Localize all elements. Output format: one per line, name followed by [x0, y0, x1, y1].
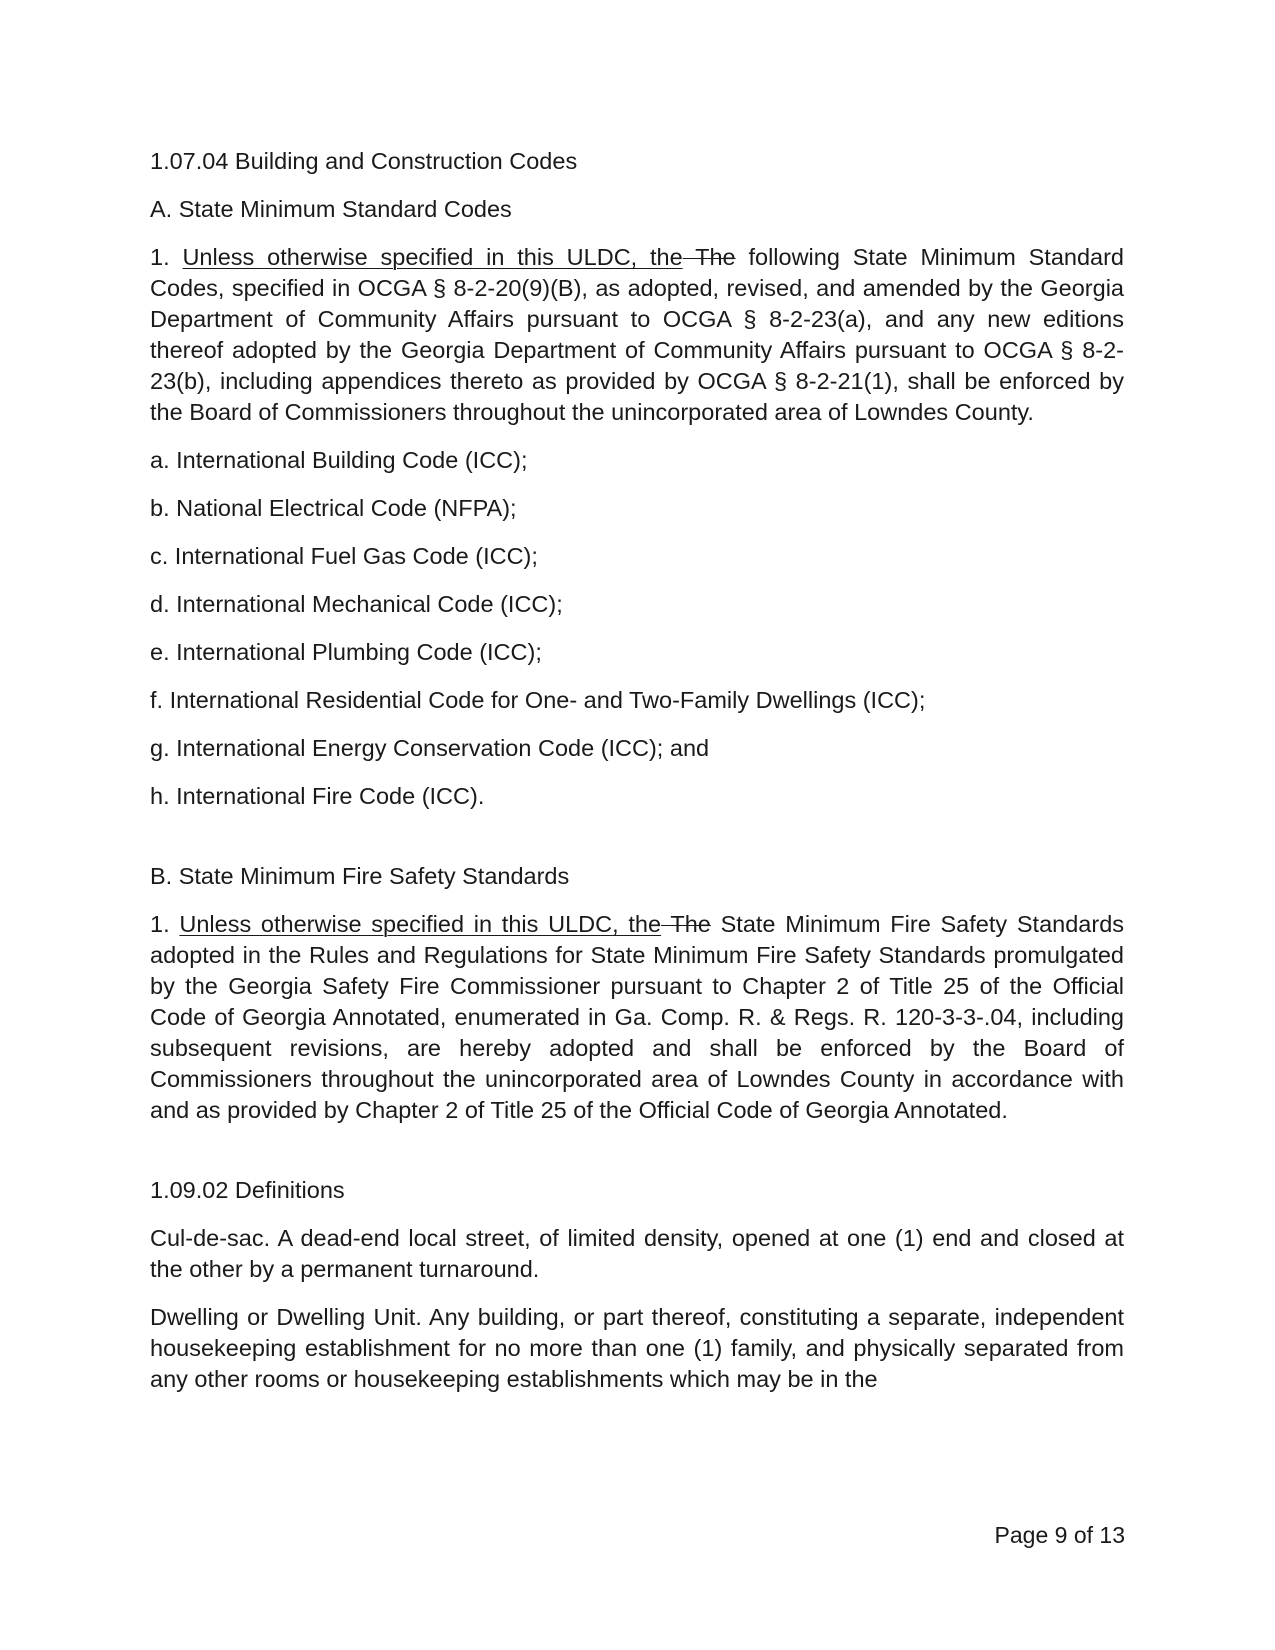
subheading-state-minimum-standard-codes: A. State Minimum Standard Codes: [150, 196, 512, 222]
section-heading-definitions: 1.09.02 Definitions: [150, 1177, 345, 1203]
deleted-text: The: [661, 911, 711, 937]
inserted-text: Unless otherwise specified in this ULDC, the: [179, 911, 662, 937]
page-number: Page 9 of 13: [994, 1522, 1125, 1548]
list-item-electrical-code: b. National Electrical Code (NFPA);: [150, 495, 517, 521]
list-item-plumbing-code: e. International Plumbing Code (ICC);: [150, 639, 542, 665]
list-item-residential-code: f. International Residential Code for One- and Two-Family Dwellings (ICC);: [150, 687, 926, 713]
definition-dwelling: Dwelling or Dwelling Unit. Any building, or part thereof, constituting a separate, independent housekeeping establishment for no more than one (1) family, and physically separated from any other rooms or housekeeping establishments which may be in the: [150, 1304, 1124, 1392]
list-item-fuel-gas-code: c. International Fuel Gas Code (ICC);: [150, 543, 538, 569]
subheading-fire-safety-standards: B. State Minimum Fire Safety Standards: [150, 863, 570, 889]
paragraph-standard-codes: [150, 242, 1124, 428]
document-page: [150, 146, 1124, 1412]
list-item-building-code: a. International Building Code (ICC);: [150, 447, 528, 473]
paragraph-fire-safety: [150, 909, 1124, 1126]
paragraph-body: State Minimum Fire Safety Standards adopted in the Rules and Regulations for State Minimum Fire Safety Standards promulgated by the Georgia Safety Fire Commissioner pursuant to Chapter 2 of Title 25 of the Official Code of Georgia Annotated, enumerated in Ga. Comp. R. & Regs. R. 120-3-3-.04, including subsequent revisions, are hereby adopted and shall be enforced by the Board of Commissioners throughout the unincorporated area of Lowndes County in accordance with and as provided by Chapter 2 of Title 25 of the Official Code of Georgia Annotated.: [150, 911, 1125, 1123]
inserted-text: Unless otherwise specified in this ULDC, the: [182, 244, 683, 270]
list-item-mechanical-code: d. International Mechanical Code (ICC);: [150, 591, 563, 617]
paragraph-body: following State Minimum Standard Codes, specified in OCGA § 8-2-20(9)(B), as adopted, revised, and amended by the Georgia Department of Community Affairs pursuant to OCGA § 8-2-23(a), and any new editions thereof adopted by the Georgia Department of Community Affairs pursuant to OCGA § 8-2-23(b), including appendices thereto as provided by OCGA § 8-2-21(1), shall be enforced by the Board of Commissioners throughout the unincorporated area of Lowndes County.: [150, 244, 1124, 425]
list-item-fire-code: h. International Fire Code (ICC).: [150, 783, 485, 809]
paragraph-number: 1.: [150, 244, 183, 270]
spacer: [150, 829, 1124, 861]
paragraph-number: 1.: [150, 911, 180, 937]
list-item-energy-code: g. International Energy Conservation Code (ICC); and: [150, 735, 710, 761]
deleted-text: The: [682, 244, 736, 270]
spacer: [150, 1143, 1124, 1175]
section-heading-building-codes: 1.07.04 Building and Construction Codes: [150, 148, 578, 174]
definition-cul-de-sac: Cul-de-sac. A dead-end local street, of limited density, opened at one (1) end and closed at the other by a permanent turnaround.: [150, 1225, 1124, 1282]
